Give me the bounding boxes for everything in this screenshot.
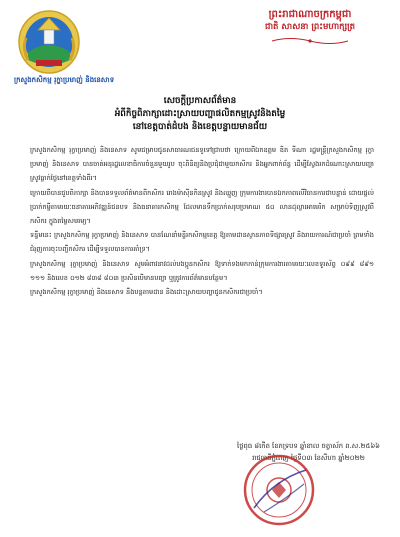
solar-date: រាជធានីភ្នំពេញ ថ្ងៃទី០៣ ខែសីហា ឆ្នាំ២០២២ bbox=[252, 454, 365, 462]
ministry-emblem-icon bbox=[16, 8, 82, 76]
paragraph-3: ទន្ទឹមនេះ ក្រសួងកសិកម្ម រុក្ខាប្រមាញ់ និងនេសាទ បានណែនាំមន្ទីរកសិកម្មខេត្ត ឱ្យតាមដានស្ថានភាពទីផ្សារស្រូវ និងរាយការណ៍ជាប្រចាំ ព្រមទាំងជំរុញការចុះបញ្ជីកសិករ ដើម្បីទទួលបានការគាំទ្រ។ bbox=[30, 231, 374, 254]
title-line-2: អំពីកិច្ចពិភាក្សាដោះស្រាយបញ្ហាផលិតកម្មស្រូវនិងតម្លៃ bbox=[114, 109, 286, 119]
announcement-body bbox=[30, 143, 374, 299]
title-line-1: សេចក្តីប្រកាសព័ត៌មាន bbox=[163, 96, 237, 106]
document-title bbox=[40, 95, 360, 134]
paragraph-1: ក្រសួងកសិកម្ម រុក្ខាប្រមាញ់ និងនេសាទ សូមជម្រាបជូនសាធារណជនទូទៅជ្រាបថា ក្រោយពីឯកឧត្តម ឌិត ទីណា រដ្ឋមន្ត្រីក្រសួងកសិកម្ម រុក្ខាប្រមាញ់ និងនេសាទ បានចាត់អនុរដ្ឋលេខាធិការចំនួនមួយរូប ចុះពិនិត្យនិងប្រជុំជាមួយកសិករ និងអ្នកពាក់ព័ន្ធ ដើម្បីស្វែងរកដំណោះស្រាយបញ្ហាស្រូវធ្លាក់ថ្លៃនៅខេត្តទាំងពីរ។ bbox=[30, 146, 374, 183]
paragraph-2: ក្រោយពីបានជួបពិភាក្សា និងបានទទួលព័ត៌មានពីកសិករ រោងម៉ាស៊ីនកិនស្រូវ និងឈ្មួញ ក្រុមការងារបានឯកភាពលើវិធានការជាបន្ទាន់ ដោយផ្តល់ប្រាក់កម្ចីតាមរយៈធនាគារអភិវឌ្ឍន៍ជនបទ និងធនាគារកសិកម្ម ដែលមានទឹកប្រាក់សរុបប្រមាណ ៥០ លានដុល្លារអាមេរិក សម្រាប់ទិញស្រូវពីកសិករ ក្នុងតម្លៃសមរម្យ។ bbox=[30, 188, 374, 226]
ministry-name: ក្រសួងកសិកម្ម រុក្ខាប្រមាញ់ និងនេសាទ bbox=[14, 76, 115, 84]
kingdom-heading: ព្រះរាជាណាចក្រកម្ពុជា bbox=[268, 9, 352, 20]
ornament-divider-icon bbox=[270, 36, 350, 46]
lunar-date: ថ្ងៃពុធ ៨កើត ខែភទ្របទ ឆ្នាំខាល ចត្វាស័ក ព.ស.២៥៦៦ bbox=[237, 442, 380, 450]
official-seal-icon bbox=[234, 450, 324, 530]
title-line-3: នៅខេត្តបាត់ដំបង និងខេត្តបន្ទាយមានជ័យ bbox=[132, 122, 268, 132]
national-motto: ជាតិ សាសនា ព្រះមហាក្សត្រ bbox=[264, 22, 356, 32]
paragraph-5: ក្រសួងកសិកម្ម រុក្ខាប្រមាញ់ និងនេសាទ នឹងបន្តតាមដាន និងដោះស្រាយបញ្ហាជូនកសិករជាប្រចាំ។ bbox=[30, 288, 263, 297]
paragraph-4: ក្រសួងកសិកម្ម រុក្ខាប្រមាញ់ និងនេសាទ សូមអំពាវនាវដល់បងប្អូនកសិករ ឱ្យទាក់ទងមកកាន់ក្រុមការងារតាមរយៈលេខទូរស័ព្ទ ០៩៩ ៨៩១ ១១១ និងលេខ ០១២ ៨៣៨ ៨០៣ ប្រសិនបើមានបញ្ហា ឬត្រូវការព័ត៌មានបន្ថែម។ bbox=[30, 259, 374, 282]
